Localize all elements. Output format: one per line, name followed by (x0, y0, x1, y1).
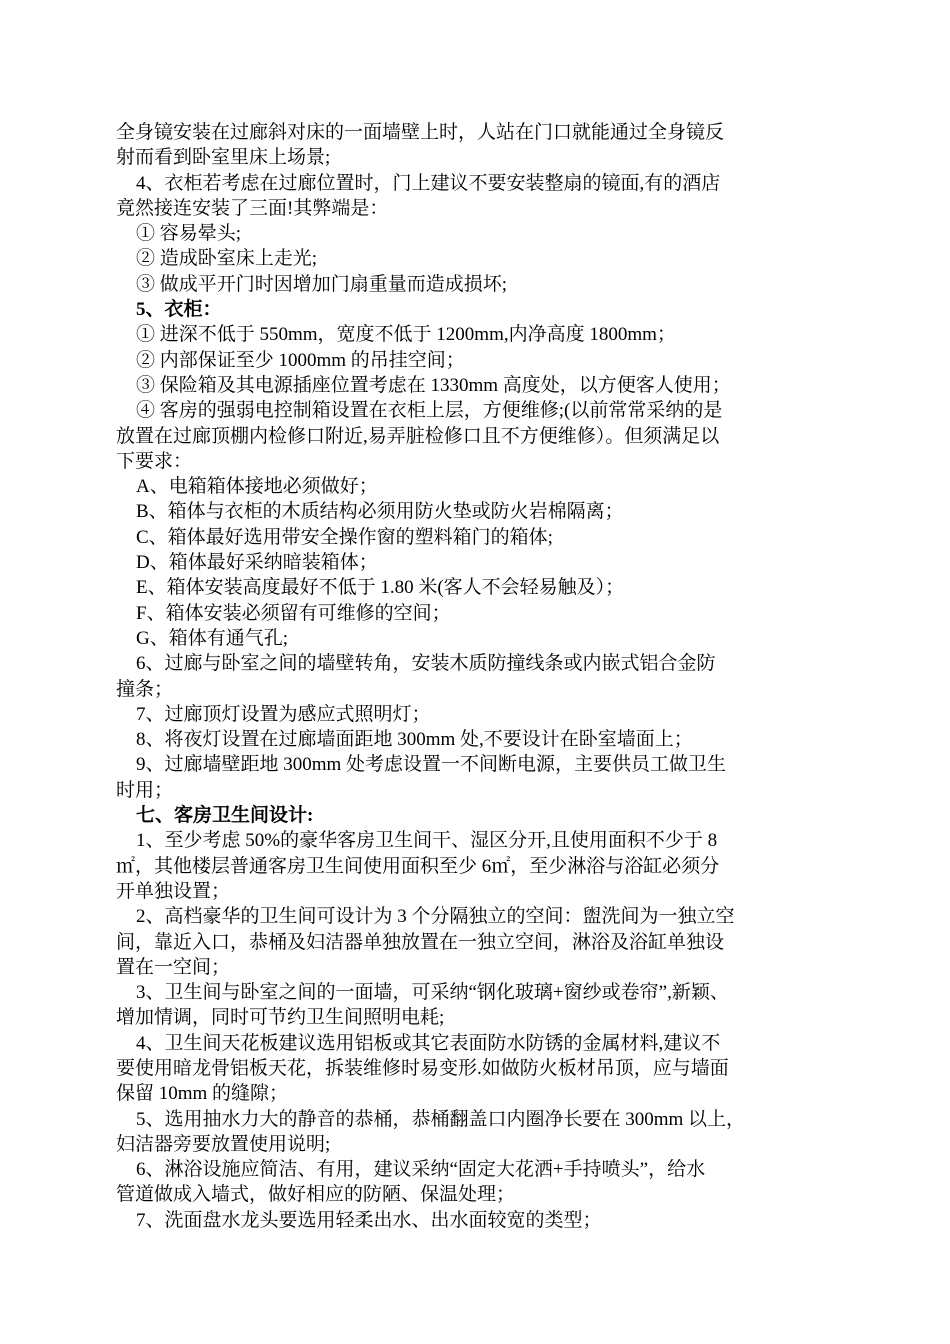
paragraph-line: 射而看到卧室里床上场景; (116, 147, 331, 169)
paragraph-line: 增加情调，同时可节约卫生间照明电耗; (116, 1007, 445, 1029)
paragraph-line: 3、卫生间与卧室之间的一面墙，可采纳“钢化玻璃+窗纱或卷帘”,新颖、 (136, 982, 729, 1004)
section-heading: 5、衣柜： (136, 299, 222, 321)
paragraph-line: 1、至少考虑 50%的豪华客房卫生间干、湿区分开,且使用面积不少于 8 (136, 830, 718, 852)
paragraph-line: 4、衣柜若考虑在过廊位置时，门上建议不要安装整扇的镜面,有的酒店 (136, 172, 721, 194)
paragraph-line: F、箱体安装必须留有可维修的空间； (136, 602, 451, 624)
paragraph-line: 2、高档豪华的卫生间可设计为 3 个分隔独立的空间：盥洗间为一独立空 (136, 906, 735, 928)
paragraph-line: ③ 做成平开门时因增加门扇重量而造成损坏; (136, 273, 508, 295)
paragraph-line: 6、淋浴设施应简洁、有用，建议采纳“固定大花洒+手持喷头”，给水 (136, 1159, 706, 1181)
paragraph-line: 保留 10mm 的缝隙； (116, 1083, 289, 1105)
paragraph-line: 9、过廊墙壁距地 300mm 处考虑设置一不间断电源，主要供员工做卫生 (136, 754, 727, 776)
paragraph-line: 管道做成入墙式，做好相应的防陋、保温处理； (116, 1184, 516, 1206)
paragraph-line: 4、卫生间天花板建议选用铝板或其它表面防水防锈的金属材料,建议不 (136, 1032, 721, 1054)
paragraph-line: B、箱体与衣柜的木质结构必须用防火垫或防火岩棉隔离； (136, 501, 624, 523)
paragraph-line: ① 容易晕头; (136, 223, 242, 245)
paragraph-line: E、箱体安装高度最好不低于 1.80 米(客人不会轻易触及）； (136, 577, 625, 599)
paragraph-line: 6、过廊与卧室之间的墙壁转角，安装木质防撞线条或内嵌式铝合金防 (136, 653, 716, 675)
paragraph-line: 7、洗面盘水龙头要选用轻柔出水、出水面较宽的类型； (136, 1209, 602, 1231)
paragraph-line: 5、选用抽水力大的静音的恭桶，恭桶翻盖口内圈净长要在 300mm 以上， (136, 1108, 746, 1130)
paragraph-line: 置在一空间； (116, 956, 231, 978)
paragraph-line: ② 内部保证至少 1000mm 的吊挂空间； (136, 349, 465, 371)
paragraph-line: 竟然接连安装了三面!其弊端是： (116, 197, 389, 219)
paragraph-line: ㎡，其他楼层普通客房卫生间使用面积至少 6㎡，至少淋浴与浴缸必须分 (116, 855, 720, 877)
paragraph-line: A、电箱箱体接地必须做好； (136, 476, 378, 498)
paragraph-line: 7、过廊顶灯设置为感应式照明灯； (136, 703, 431, 725)
paragraph-line: 要使用暗龙骨铝板天花，拆装维修时易变形.如做防火板材吊顶，应与墙面 (116, 1057, 729, 1079)
paragraph-line: 撞条； (116, 678, 174, 700)
paragraph-line: C、箱体最好选用带安全操作窗的塑料箱门的箱体; (136, 526, 553, 548)
section-heading: 七、客房卫生间设计: (136, 805, 314, 827)
paragraph-line: 8、将夜灯设置在过廊墙面距地 300mm 处,不要设计在卧室墙面上； (136, 729, 693, 751)
paragraph-line: 下要求： (116, 450, 193, 472)
paragraph-line: ② 造成卧室床上走光; (136, 248, 318, 270)
paragraph-line: G、箱体有通气孔; (136, 627, 289, 649)
paragraph-line: ① 进深不低于 550mm，宽度不低于 1200mm,内净高度 1800mm； (136, 324, 676, 346)
paragraph-line: 开单独设置； (116, 880, 231, 902)
paragraph-line: 全身镜安装在过廊斜对床的一面墙壁上时，人站在门口就能通过全身镜反 (116, 122, 725, 143)
document-page (116, 120, 844, 1233)
paragraph-line: D、箱体最好采纳暗装箱体； (136, 552, 378, 574)
paragraph-line: ③ 保险箱及其电源插座位置考虑在 1330mm 高度处，以方便客人使用； (136, 374, 731, 396)
paragraph-line: 时用； (116, 779, 174, 801)
paragraph-line: ④ 客房的强弱电控制箱设置在衣柜上层，方便维修;(以前常常采纳的是 (136, 400, 723, 422)
paragraph-line: 间，靠近入口，恭桶及妇洁器单独放置在一独立空间，淋浴及浴缸单独设 (116, 931, 725, 953)
paragraph-line: 放置在过廊顶棚内检修口附近,易弄脏检修口且不方便维修）。但须满足以 (116, 425, 720, 447)
paragraph-line: 妇洁器旁要放置使用说明; (116, 1133, 331, 1155)
